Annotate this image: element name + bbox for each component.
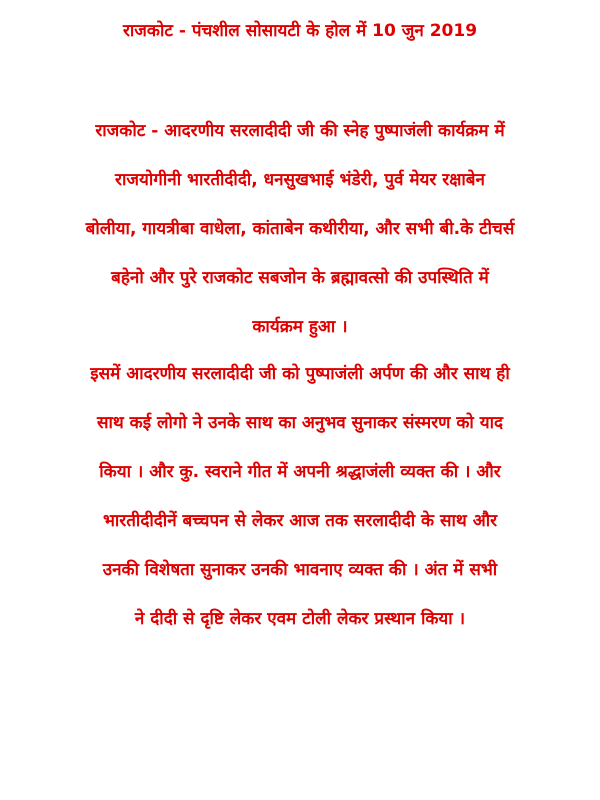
paragraph-line: कार्यक्रम हुआ । <box>252 317 348 337</box>
paragraph-line: बहेनो और पुरे राजकोट सबजोन के ब्रह्मावत्सो की उपस्थिति में <box>111 268 489 288</box>
paragraph-line: किया । और कु. स्वराने गीत में अपनी श्रद्धाजंली व्यक्त की । और <box>99 462 501 482</box>
paragraph-line: उनकी विशेषता सुनाकर उनकी भावनाए व्यक्त की । अंत में सभी <box>102 560 498 580</box>
paragraph-line: ने दीदी से दृष्टि लेकर एवम टोली लेकर प्रस्थान किया । <box>134 609 466 629</box>
paragraph-line: भारतीदीदीनें बच्चपन से लेकर आज तक सरलादीदी के साथ और <box>102 511 498 531</box>
paragraph-line: राजयोगीनी भारतीदीदी, धनसुखभाई भंडेरी, पुर्व मेयर रक्षाबेन <box>115 170 485 190</box>
document-title: राजकोट - पंचशील सोसायटी के होल में 10 जुन 2019 <box>122 21 478 41</box>
paragraph-line: राजकोट - आदरणीय सरलादीदी जी की स्नेह पुष्पाजंली कार्यक्रम में <box>95 121 505 141</box>
paragraph-line: बोलीया, गायत्रीबा वाधेला, कांताबेन कथीरीया, और सभी बी.के टीचर्स <box>85 219 515 239</box>
paragraph-tribute-details <box>0 359 600 653</box>
paragraph-line: इसमें आदरणीय सरलादीदी जी को पुष्पाजंली अर्पण की और साथ ही <box>90 364 510 384</box>
paragraph-event-description <box>0 116 600 361</box>
paragraph-line: साथ कई लोगो ने उनके साथ का अनुभव सुनाकर संस्मरण को याद <box>96 413 504 433</box>
